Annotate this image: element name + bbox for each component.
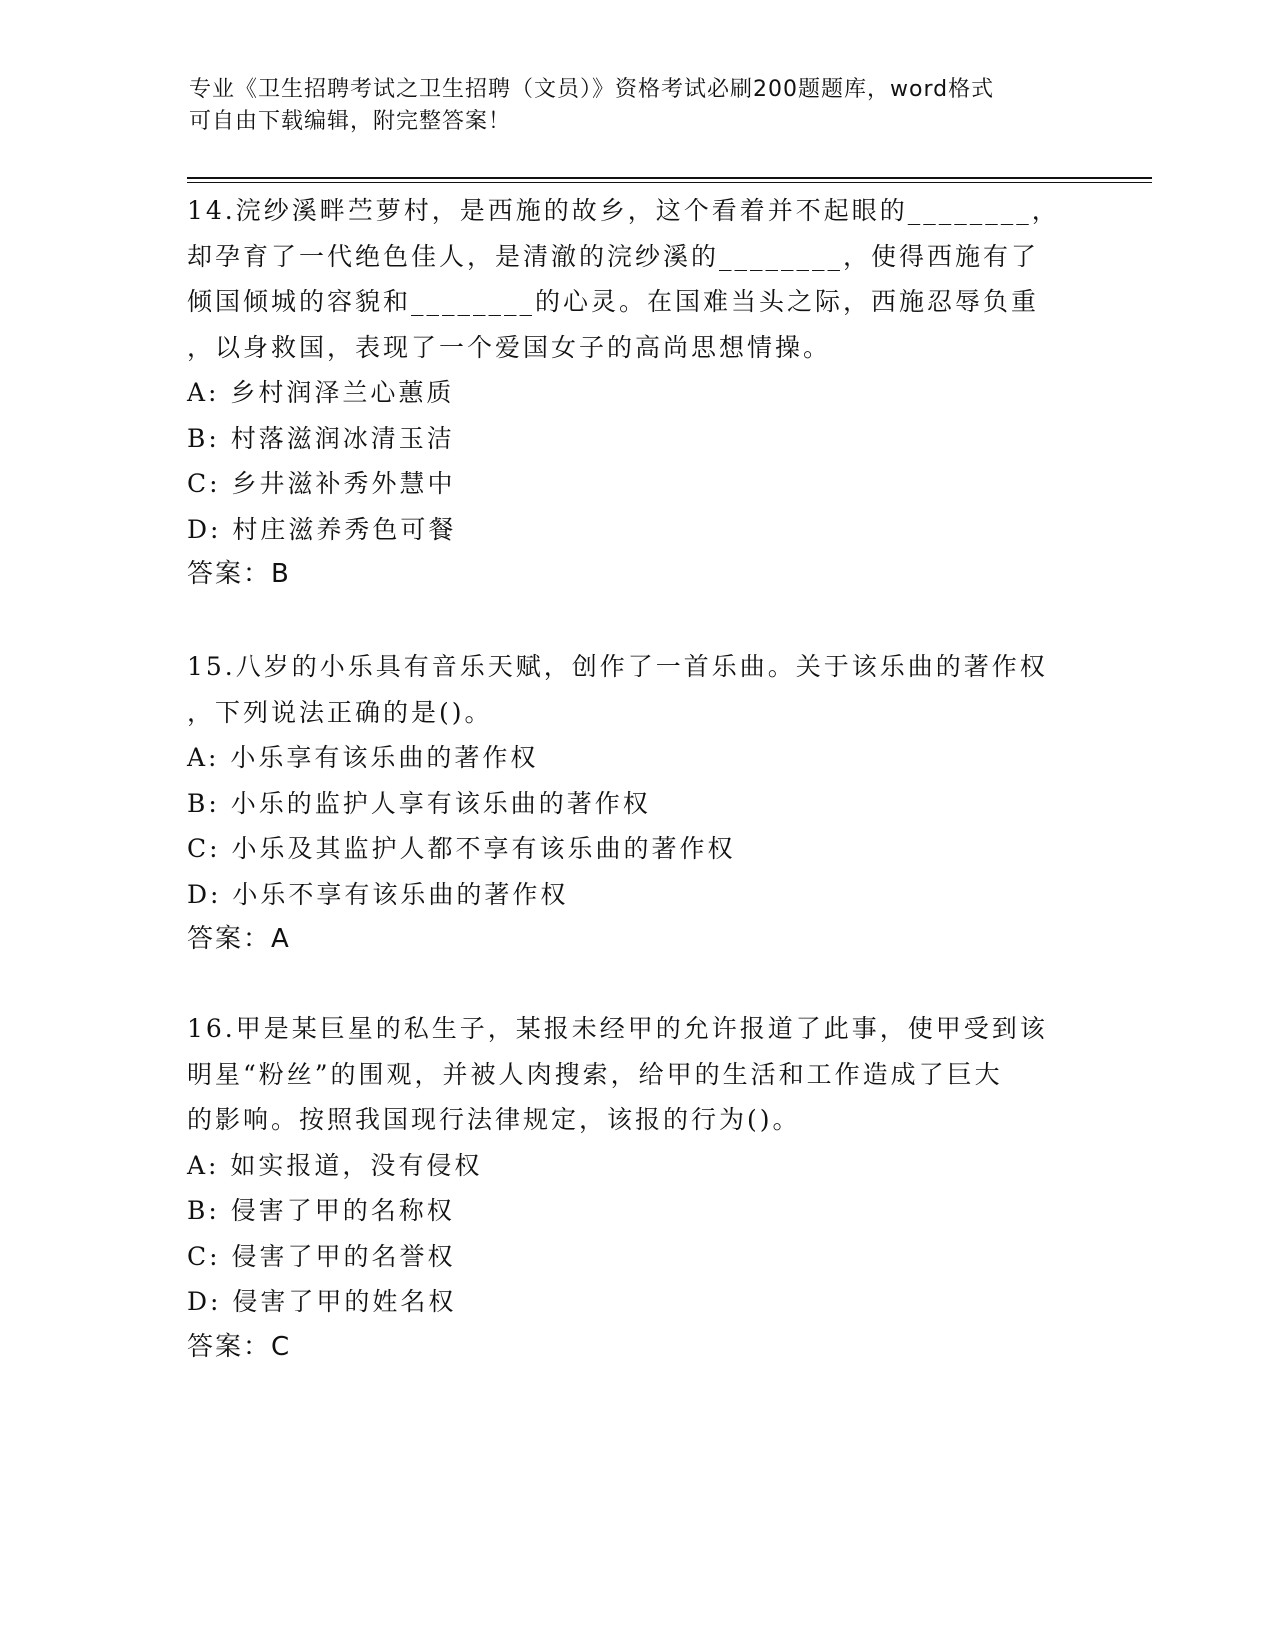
header-line-2: 可自由下载编辑，附完整答案！ bbox=[189, 109, 512, 134]
question-stem bbox=[187, 188, 1087, 370]
header-line-1: 专业《卫生招聘考试之卫生招聘（文员）》资格考试必刷200题题库，word格式 bbox=[189, 77, 995, 102]
header-divider-thick bbox=[187, 177, 1152, 179]
option-a: A: 小乐享有该乐曲的著作权 bbox=[187, 743, 539, 772]
stem-line: 却孕育了一代绝色佳人，是清澈的浣纱溪的________，使得西施有了 bbox=[187, 241, 1040, 271]
option-d: D: 侵害了甲的姓名权 bbox=[187, 1287, 457, 1316]
option-b: B: 小乐的监护人享有该乐曲的著作权 bbox=[187, 788, 651, 818]
question-15 bbox=[187, 644, 1087, 963]
stem-line: 的影响。按照我国现行法律规定，该报的行为()。 bbox=[187, 1105, 801, 1134]
option-c: C: 乡井滋补秀外慧中 bbox=[187, 469, 456, 498]
option-b: B: 侵害了甲的名称权 bbox=[187, 1196, 455, 1225]
option-c: C: 侵害了甲的名誉权 bbox=[187, 1241, 456, 1271]
stem-line: ，下列说法正确的是()。 bbox=[187, 697, 493, 727]
stem-line: 16.甲是某巨星的私生子，某报未经甲的允许报道了此事，使甲受到该 bbox=[187, 1014, 1048, 1043]
answer-text: 答案：A bbox=[187, 924, 291, 954]
stem-line: ，以身救国，表现了一个爱国女子的高尚思想情操。 bbox=[187, 332, 832, 362]
answer-text: 答案：C bbox=[187, 1331, 292, 1362]
stem-line: 15.八岁的小乐具有音乐天赋，创作了一首乐曲。关于该乐曲的著作权 bbox=[187, 652, 1048, 681]
option-b: B: 村落滋润冰清玉洁 bbox=[187, 423, 455, 453]
option-c: C: 小乐及其监护人都不享有该乐曲的著作权 bbox=[187, 834, 736, 863]
document-header bbox=[189, 74, 1089, 138]
stem-line: 明星“粉丝”的围观，并被人肉搜索，给甲的生活和工作造成了巨大 bbox=[187, 1059, 1003, 1089]
stem-line: 14.浣纱溪畔苎萝村，是西施的故乡，这个看着并不起眼的________， bbox=[187, 196, 1060, 225]
stem-line: 倾国倾城的容貌和________的心灵。在国难当头之际，西施忍辱负重 bbox=[187, 287, 1040, 316]
option-d: D: 小乐不享有该乐曲的著作权 bbox=[187, 879, 569, 909]
header-divider-thin bbox=[187, 182, 1152, 183]
question-14 bbox=[187, 188, 1087, 598]
option-d: D: 村庄滋养秀色可餐 bbox=[187, 514, 457, 544]
question-16 bbox=[187, 1006, 1087, 1370]
option-a: A: 乡村润泽兰心蕙质 bbox=[187, 378, 455, 407]
option-a: A: 如实报道，没有侵权 bbox=[187, 1150, 483, 1180]
question-stem bbox=[187, 644, 1087, 735]
question-stem bbox=[187, 1006, 1087, 1143]
answer-text: 答案：B bbox=[187, 559, 291, 589]
